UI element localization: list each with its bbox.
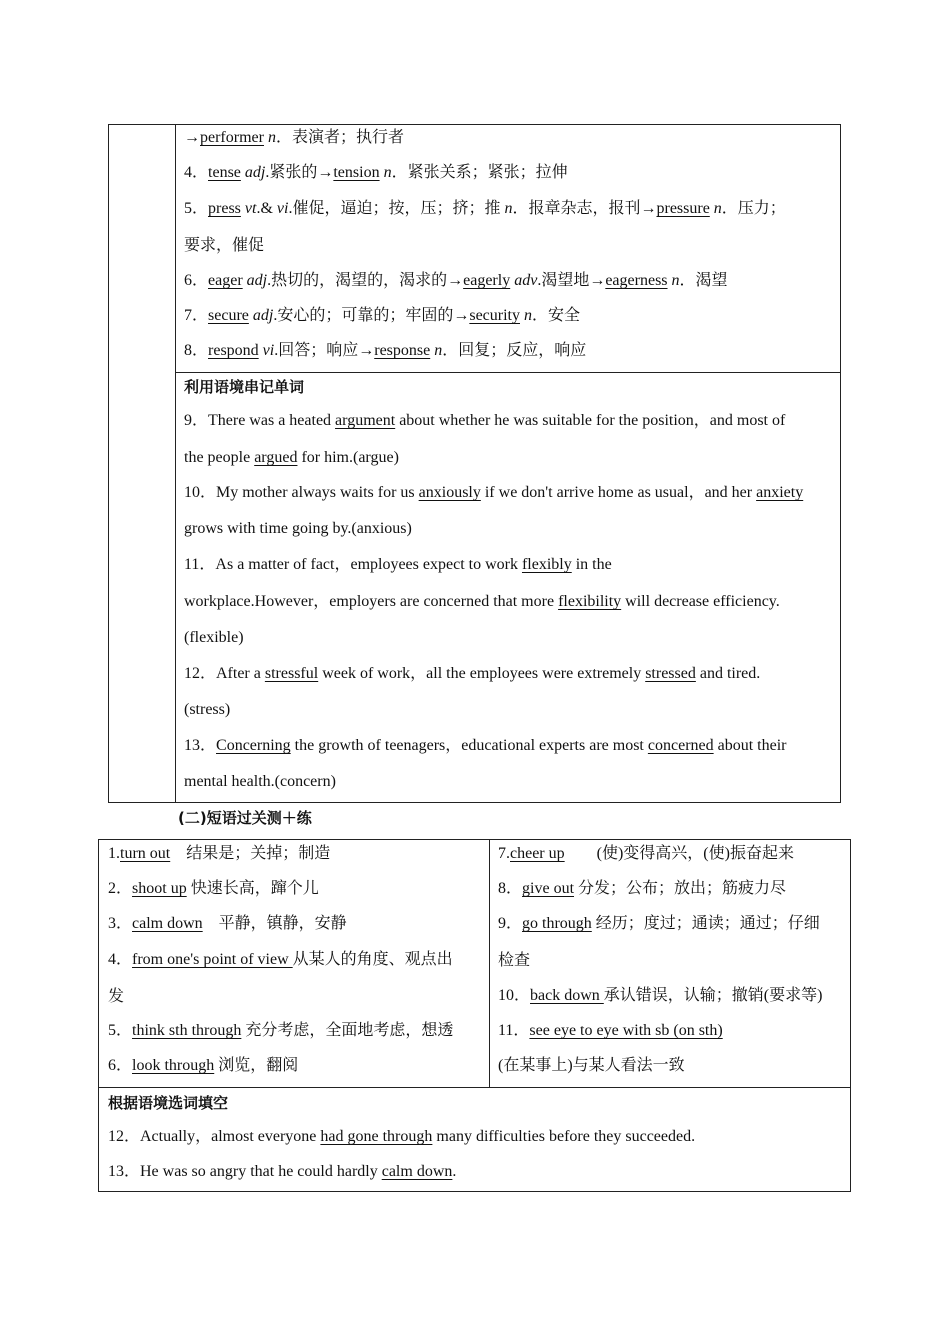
line-text: if we don't arrive home as usual，and her — [480, 484, 757, 501]
line-text: (stress) — [184, 701, 231, 718]
line-text: ．紧张关系；紧张；拉伸 — [391, 164, 568, 181]
phrase-line — [108, 987, 124, 1007]
line-text: 分发；公布；放出；筋疲力尽 — [574, 880, 787, 897]
answer-text: concerned — [647, 737, 714, 754]
line-text: ．表演者；执行者 — [275, 129, 404, 146]
answer-text: back down — [530, 987, 604, 1004]
line-text: about whether he was suitable for the position，and most of — [395, 412, 786, 429]
answer-text: stressful — [264, 665, 319, 682]
answer-text: from one's point of view — [132, 951, 293, 968]
line-text: grows with time going by.(anxious) — [184, 520, 412, 537]
phrase-line — [498, 951, 530, 971]
vocab-line — [184, 236, 264, 256]
vocab-line — [184, 163, 568, 183]
line-text: 7. — [498, 845, 510, 862]
line-text: 5． — [108, 1022, 133, 1039]
answer-text: eagerness — [605, 272, 668, 289]
line-text: .& — [256, 200, 277, 217]
line-text: 充分考虑，全面地考虑，想透 — [241, 1022, 454, 1039]
context-heading: 利用语境串记单词 — [184, 378, 305, 396]
line-text: will decrease efficiency. — [621, 593, 780, 610]
answer-text: look through — [132, 1057, 215, 1074]
answer-text: turn out — [120, 845, 171, 862]
phrase-line — [108, 1021, 453, 1041]
vocab-line — [184, 199, 786, 219]
section-heading: (二)短语过关测＋练 — [178, 809, 312, 827]
line-text: 结果是；关掉；制造 — [170, 845, 331, 862]
phrase-line — [498, 1021, 723, 1041]
answer-text: secure — [208, 307, 249, 324]
line-text: (使)变得高兴，(使)振奋起来 — [564, 845, 794, 862]
context-line — [184, 700, 230, 720]
answer-text: eagerly — [463, 272, 511, 289]
line-text: 13．He was so angry that he could hardly — [108, 1163, 382, 1180]
line-text: 承认错误，认输；撤销(要求等) — [603, 987, 823, 1004]
line-text: ．报章杂志，报刊→ — [512, 200, 657, 217]
context-line — [184, 411, 785, 431]
answer-text: stressed — [645, 665, 696, 682]
vocab-line — [184, 128, 404, 148]
line-text: (flexible) — [184, 629, 244, 646]
line-text: .安心的；可靠的；牢固的→ — [273, 307, 470, 324]
line-text: 平静，镇静，安静 — [202, 915, 347, 932]
line-text: mental health.(concern) — [184, 773, 336, 790]
line-text: 2． — [108, 880, 133, 897]
line-text: (在某事上)与某人看法一致 — [498, 1057, 685, 1074]
line-text: 1. — [108, 845, 120, 862]
answer-text: calm down — [132, 915, 203, 932]
line-text: 经历；度过；通读；通过；仔细 — [591, 915, 820, 932]
line-text: about their — [713, 737, 787, 754]
line-text: 4． — [108, 951, 133, 968]
context-line — [184, 448, 399, 468]
line-text: n — [383, 164, 392, 181]
line-text: n — [524, 307, 532, 324]
column-divider — [175, 125, 176, 802]
fill-line — [108, 1127, 695, 1147]
answer-text: performer — [200, 129, 264, 146]
answer-text: argument — [335, 412, 396, 429]
row-divider — [99, 1087, 850, 1088]
context-line — [184, 592, 780, 612]
line-text: adv — [514, 272, 538, 289]
answer-text: press — [208, 200, 241, 217]
line-text: 12．Actually，almost everyone — [108, 1128, 321, 1145]
phrase-line — [498, 844, 794, 864]
line-text: n — [434, 342, 443, 359]
answer-text: shoot up — [132, 880, 187, 897]
line-text: 8． — [184, 342, 209, 359]
answer-text: flexibly — [521, 556, 572, 573]
context-line — [184, 519, 412, 539]
answer-text: tense — [208, 164, 241, 181]
line-text: week of work，all the employees were extremely — [318, 665, 646, 682]
line-text: 3． — [108, 915, 133, 932]
context-line — [184, 483, 803, 503]
line-text: 6． — [184, 272, 209, 289]
line-text: 10．My mother always waits for us — [184, 484, 419, 501]
row-divider — [175, 372, 840, 373]
line-text: .回答；响应→ — [274, 342, 375, 359]
line-text: 从某人的角度、观点出 — [292, 951, 453, 968]
answer-text: give out — [522, 880, 575, 897]
answer-text: go through — [522, 915, 592, 932]
answer-text: anxiously — [418, 484, 481, 501]
line-text: n — [267, 129, 276, 146]
context-line — [184, 664, 760, 684]
line-text: 9． — [498, 915, 523, 932]
line-text: and tired. — [695, 665, 761, 682]
line-text: for him.(argue) — [297, 449, 399, 466]
line-text: 13． — [184, 737, 217, 754]
line-text: workplace.However，employers are concerned that more — [184, 593, 559, 610]
line-text: .紧张的→ — [265, 164, 334, 181]
line-text: vi — [276, 200, 289, 217]
context-line — [184, 555, 612, 575]
line-text: n — [713, 200, 722, 217]
line-text: ．压力； — [721, 200, 786, 217]
line-text: adj — [244, 164, 266, 181]
line-text: 7． — [184, 307, 209, 324]
line-text: vt — [244, 200, 257, 217]
line-text: ．回复；反应，响应 — [442, 342, 587, 359]
line-text: 4． — [184, 164, 209, 181]
line-text: n — [671, 272, 680, 289]
vocab-line — [184, 306, 580, 326]
line-text: 浏览，翻阅 — [214, 1057, 299, 1074]
line-text: n — [504, 200, 513, 217]
phrase-line — [108, 950, 453, 970]
answer-text: Concerning — [216, 737, 291, 754]
line-text: 11． — [498, 1022, 530, 1039]
answer-text: had gone through — [320, 1128, 433, 1145]
phrase-line — [108, 1056, 298, 1076]
answer-text: cheer up — [510, 845, 565, 862]
phrase-line — [108, 914, 347, 934]
answer-text: pressure — [656, 200, 710, 217]
line-text: 8． — [498, 880, 523, 897]
line-text: many difficulties before they succeeded. — [432, 1128, 696, 1145]
vocab-line — [184, 341, 586, 361]
line-text: 9．There was a heated — [184, 412, 336, 429]
fill-heading: 根据语境选词填空 — [108, 1094, 229, 1112]
answer-text: tension — [333, 164, 380, 181]
line-text: the growth of teenagers，educational experts are most — [290, 737, 648, 754]
phrase-line — [498, 914, 820, 934]
answer-text: security — [469, 307, 520, 324]
answer-text: see eye to eye with sb (on sth) — [529, 1022, 723, 1039]
line-text: 6． — [108, 1057, 133, 1074]
line-text: 11．As a matter of fact，employees expect to work — [184, 556, 522, 573]
context-line — [184, 772, 336, 792]
line-text: → — [184, 129, 200, 146]
answer-text: think sth through — [132, 1022, 242, 1039]
line-text: in the — [571, 556, 612, 573]
answer-text: eager — [208, 272, 243, 289]
line-text: 10． — [498, 987, 531, 1004]
phrase-line — [108, 879, 319, 899]
line-text: ．安全 — [532, 307, 581, 324]
answer-text: argued — [254, 449, 298, 466]
line-text: . — [452, 1163, 457, 1180]
line-text: 12．After a — [184, 665, 265, 682]
answer-text: anxiety — [756, 484, 804, 501]
line-text: .热切的，渴望的，渴求的→ — [267, 272, 464, 289]
line-text: adj — [246, 272, 268, 289]
line-text: 要求，催促 — [184, 237, 265, 254]
vocab-line — [184, 271, 728, 291]
column-divider — [489, 840, 490, 1087]
phrase-line — [108, 844, 330, 864]
line-text: .渴望地→ — [537, 272, 606, 289]
answer-text: response — [374, 342, 431, 359]
line-text: 5． — [184, 200, 209, 217]
context-line — [184, 736, 787, 756]
answer-text: flexibility — [558, 593, 622, 610]
context-line — [184, 628, 244, 648]
answer-text: respond — [208, 342, 259, 359]
fill-line — [108, 1162, 456, 1182]
line-text: 检查 — [498, 952, 531, 969]
line-text: ．渴望 — [679, 272, 728, 289]
line-text: vi — [262, 342, 275, 359]
line-text: 发 — [108, 988, 125, 1005]
answer-text: calm down — [381, 1163, 453, 1180]
phrase-line — [498, 879, 786, 899]
line-text: .催促，逼迫；按，压；挤；推 — [288, 200, 505, 217]
line-text: the people — [184, 449, 255, 466]
phrase-line — [498, 986, 822, 1006]
phrase-line — [498, 1056, 685, 1076]
line-text: adj — [252, 307, 274, 324]
line-text: 快速长高，蹿个儿 — [186, 880, 319, 897]
